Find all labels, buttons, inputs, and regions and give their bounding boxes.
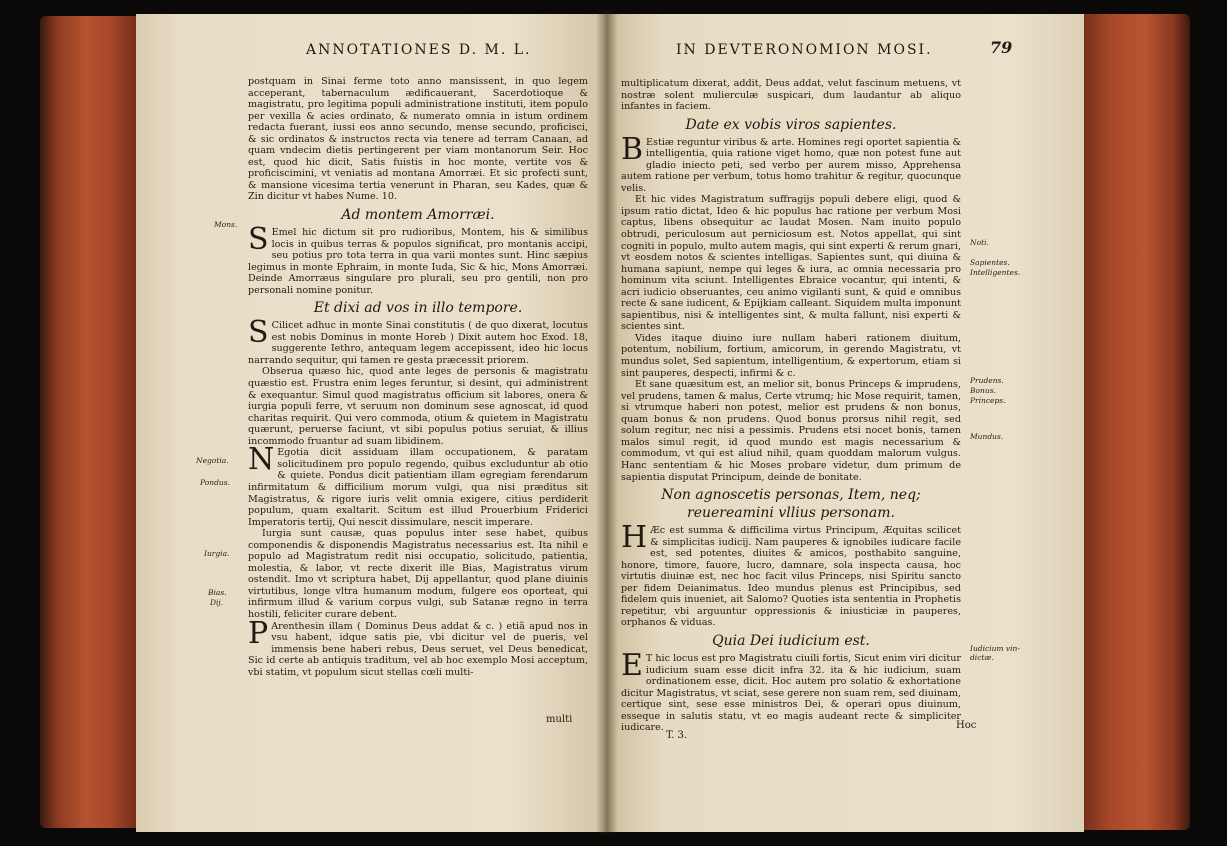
paragraph: [621, 131, 961, 195]
page-number: 79: [990, 38, 1013, 57]
paragraph: [248, 222, 588, 296]
paragraph: [621, 647, 961, 734]
drop-initial: P: [248, 615, 269, 651]
book-gutter: [596, 10, 618, 835]
signature-mark: T. 3.: [666, 730, 688, 741]
paragraph: [248, 615, 588, 679]
paragraph-text: Et sane quæsitum est, an melior sit, bonus Princeps & imprudens, vel prudens, tamen & malus, Certe vtrumq; hic Mose requirit, tamen, si vtrumque haberi non potest, melior est prudens & non bonus, quam bonus & non prudens. Quod bonus prorsus nihil regit, sed solum regitur, nec nisi a pessimis. Prudens etsi nocet bonis, tamen malos simul regit, id quod mundo est magis necessarium & commodum, vt qui est aliud nihil, quam quoddam malorum vulgus. Hanc sententiam & hic Moses probare videtur, dum primum de sapientia disputat Principum, deinde de bonitate.: [621, 379, 961, 483]
paragraph-text: Arenthesin illam ( Dominus Deus addat & c. ) etiã apud nos in vsu habent, idque satis pie, vbi dicitur vel de pueris, vel immensis bene haberi rebus, Deus seruet, vel Deus benedicat, Sic id certe ab antiquis traditum, vel ab hoc exemplo Mosi acceptum, vbi statim, vt populum sicut stellas cœli multi-: [248, 620, 588, 678]
section-heading: Quia Dei iudicium est.: [712, 632, 870, 649]
paragraph-text: Obserua quæso hic, quod ante leges de personis & magistratu quæstio est. Frustra enim leges feruntur, si desint, qui administrent & exequantur. Simul quod magistratus officium sit labores, onera & iurgia populi ferre, vt seruum non dominum sese agnoscat, id quod charitas requirit. Qui vero commoda, otium & quietem in Magistratu quærunt, peruerse faciunt, vt sibi populus potius seruiat, & illius incommodo fruantur ad suam libidinem.: [248, 366, 588, 447]
drop-initial: N: [248, 442, 275, 478]
margin-note: Mons.: [214, 220, 238, 229]
paragraph: [248, 76, 588, 203]
right-page: [606, 14, 1084, 832]
paragraph: [248, 528, 588, 620]
left-page: [136, 14, 606, 832]
margin-note: Iurgia.: [204, 549, 230, 558]
drop-initial: S: [248, 222, 269, 258]
paragraph-text: Estiæ reguntur viribus & arte. Homines regi oportet sapientia & intelligentia, quia ratione viget homo, quæ non potest fune aut gladio iniecto peti, sed verbo per aurem misso, Apprehensa autem ratione per verbum, totus homo trahitur & regitur, quocunque velis.: [621, 136, 961, 194]
margin-note: Dij.: [210, 598, 224, 607]
margin-note: Intelligentes.: [970, 268, 1021, 277]
paragraph-text: Egotia dicit assiduam illam occupationem, & paratam solicitudinem pro populo regendo, quibus excluduntur ab otio & quiete. Pondus dicit patientiam illam egregiam ferendarum infirmitatum & difficilium morum vulgi, qua nisi præditus sit Magistratus, & rigore iuris velit omnia exigere, citius perdiderit populum, quam exaltarit. Scitum est illud Prouerbium Friderici Imperatoris tertij, Qui nescit dissimulare, nescit imperare.: [248, 447, 588, 528]
paragraph: [621, 333, 961, 379]
margin-note: Iudicium vin-dictæ.: [970, 644, 1020, 662]
paragraph: [621, 379, 961, 483]
paragraph-text: Æc est summa & difficilima virtus Principum, Æquitas scilicet & simplicitas iudicij. Nam pauperes & ignobiles iudicare facile est, sed potentes, diuites & amicos, posthabito sanguine, honore, timore, fauore, lucro, damnare, sola inspecta causa, hoc virtutis diuinæ est, nec hoc facit vilus Princeps, nisi Spiritu sancto per fidem Deianimatus. Ideo mundus plenus est Principibus, sed fidelem quis inueniet, ait Salomo? Quoties ista sententia in Prophetis repetitur, vbi arguuntur oppressionis & iniusticiæ in pauperes, orphanos & viduas.: [621, 525, 961, 629]
margin-note: Bias.: [208, 588, 227, 597]
right-running-head: IN DEVTERONOMION MOSI.: [676, 42, 933, 58]
open-book: [40, 10, 1190, 835]
section-heading: Non agnoscetis personas, Item, neq; reuereamini vllius personam.: [661, 487, 921, 522]
section-heading: Et dixi ad vos in illo tempore.: [313, 300, 523, 317]
margin-note: Princeps.: [970, 396, 1006, 405]
paragraph: [248, 315, 588, 366]
paragraph-text: Et hic vides Magistratum suffragijs populi debere eligi, quod & ipsum ratio dictat, Ideo & hic populus hac ratione per verbum Mosi captus, libens obsequitur ac laudat Mosen. Nam inuito populo obtrudi, periculosum aut perniciosum est. Notos appellat, qui sint cogniti in populo, multo autem magis, qui sint experti & rerum gnari, vt eosdem notos & scientes intelligas. Sapientes sunt, qui diuina & humana sapiunt, nempe qui leges & iura, ac omnia necessaria pro hominum vita sciunt. Intelligentes Ebraice vocantur, qui intenti, & acri iudicio obseruantes, ceu animo vigilanti sunt, & quid e omnibus recte & sane iudicent, & Epijkiam calleant. Siquidem multa imponunt sapientibus, nisi & intelligentes sint, & multa fallunt, nisi experti & scientes sint.: [621, 194, 961, 333]
left-running-head: ANNOTATIONES D. M. L.: [306, 42, 532, 58]
margin-note: Negotia.: [196, 456, 229, 465]
section-heading: Ad montem Amorræi.: [341, 207, 495, 224]
margin-note: Pondus.: [200, 478, 230, 487]
right-body-text: [621, 78, 961, 734]
paragraph-text: Cilicet adhuc in monte Sinai constitutis ( de quo dixerat, locutus est nobis Dominus in monte Horeb ) Dixit autem hoc Exod. 18, suggerente Iethro, antequam legem accepissent, ideo hic locus narrando sequitur, qui tamen re gesta præcessit priorem.: [248, 320, 588, 366]
paragraph: [248, 366, 588, 447]
paragraph: [621, 520, 961, 629]
paragraph-text: postquam in Sinai ferme toto anno mansissent, in quo legem acceperant, tabernaculum ædificauerant, Sacerdotioque & magistratu, pro legitima populi administratione instituti, item populo per vexilla & acies ordinato, & numerato omnia in istum ordinem redacta fuerant, iussi eos anno secundo, mense secundo, proficisci, & sic ordinatos & instructos recta via tenere ad terram Canaan, ad quam vndecim dietis pertingerent per viam montanorum Seir. Hoc est, quod hic dicit, Satis fuistis in hoc monte, vertite vos & proficiscimini, vt veniatis ad montana Amorræi. Et sic profecti sunt, & mansione vicesima tertia venerunt in Pharan, seu Kades, quæ & Zin dicitur vt habes Nume. 10.: [248, 76, 588, 203]
paragraph: [621, 78, 961, 113]
left-catchword: multi: [546, 714, 573, 725]
margin-note: Noti.: [970, 238, 989, 247]
drop-initial: H: [621, 520, 648, 556]
right-catchword: Hoc: [956, 720, 977, 731]
margin-note: Bonus.: [970, 386, 996, 395]
paragraph: [621, 194, 961, 333]
paragraph-text: Iurgia sunt causæ, quas populus inter sese habet, quibus componendis & disponendis Magistratus necessarius est. Ita nihil e populo ad Magistratum redit nisi occupatio, solicitudo, patientia, molestia, & labor, vt recte dixerit ille Bias, Magistratus virum ostendit. Imo vt scriptura habet, Dij appellantur, quod plane diuinis virtutibus, longe vltra humanum modum, fulgere eos oporteat, qui infirmum illud & varium corpus vulgi, sub Satanæ regno in terra hostili, feliciter curare debent.: [248, 528, 588, 620]
drop-initial: S: [248, 315, 269, 351]
margin-note: Sapientes.: [970, 258, 1010, 267]
paragraph-text: Vides itaque diuino iure nullam haberi rationem diuitum, potentum, nobilium, fortium, amicorum, in gerendo Magistratu, vt mundus solet, Sed sapientum, intelligentium, & expertorum, etiam si sint pauperes, despecti, infirmi & c.: [621, 332, 961, 379]
section-heading: Date ex vobis viros sapientes.: [685, 116, 897, 133]
drop-initial: E: [621, 647, 643, 683]
paragraph-text: Emel hic dictum sit pro rudioribus, Montem, his & similibus locis in quibus terras & populos significat, pro montanis accipi, seu potius pro tota terra in qua varii montes sunt. Hinc sæpius legimus in monte Ephraim, in monte Iuda, Sic & hic, Mons Amorræi. Deinde Amorræus singulare pro plurali, seu pro gentili, non pro personali nomine ponitur.: [248, 227, 588, 296]
left-page-edges: [40, 16, 140, 828]
left-body-text: [248, 76, 588, 678]
margin-note: Mundus.: [970, 432, 1004, 441]
paragraph: [248, 442, 588, 528]
right-page-edges: [1078, 14, 1190, 830]
drop-initial: B: [621, 131, 644, 167]
margin-note: Prudens.: [970, 376, 1004, 385]
paragraph-text: T hic locus est pro Magistratu ciuili fortis, Sicut enim viri dicitur iudicium suam esse dicit infra 32. ita & hic iudicium, suam ordinationem esse, dicit. Hoc autem pro solatio & exhortatione dicitur Magistratus, vt sciat, sese gerere non suam rem, sed diuinam, certique sint, sese esse ministros Dei, & operari opus diuinum, esseque in salutis statu, vt eo magis audeant recte & simpliciter iudicare.: [621, 652, 961, 734]
paragraph-text: multiplicatum dixerat, addit, Deus addat, velut fascinum metuens, vt nostræ solent mulierculæ suspicari, dum laudantur ab aliquo infantes in faciem.: [621, 78, 961, 113]
